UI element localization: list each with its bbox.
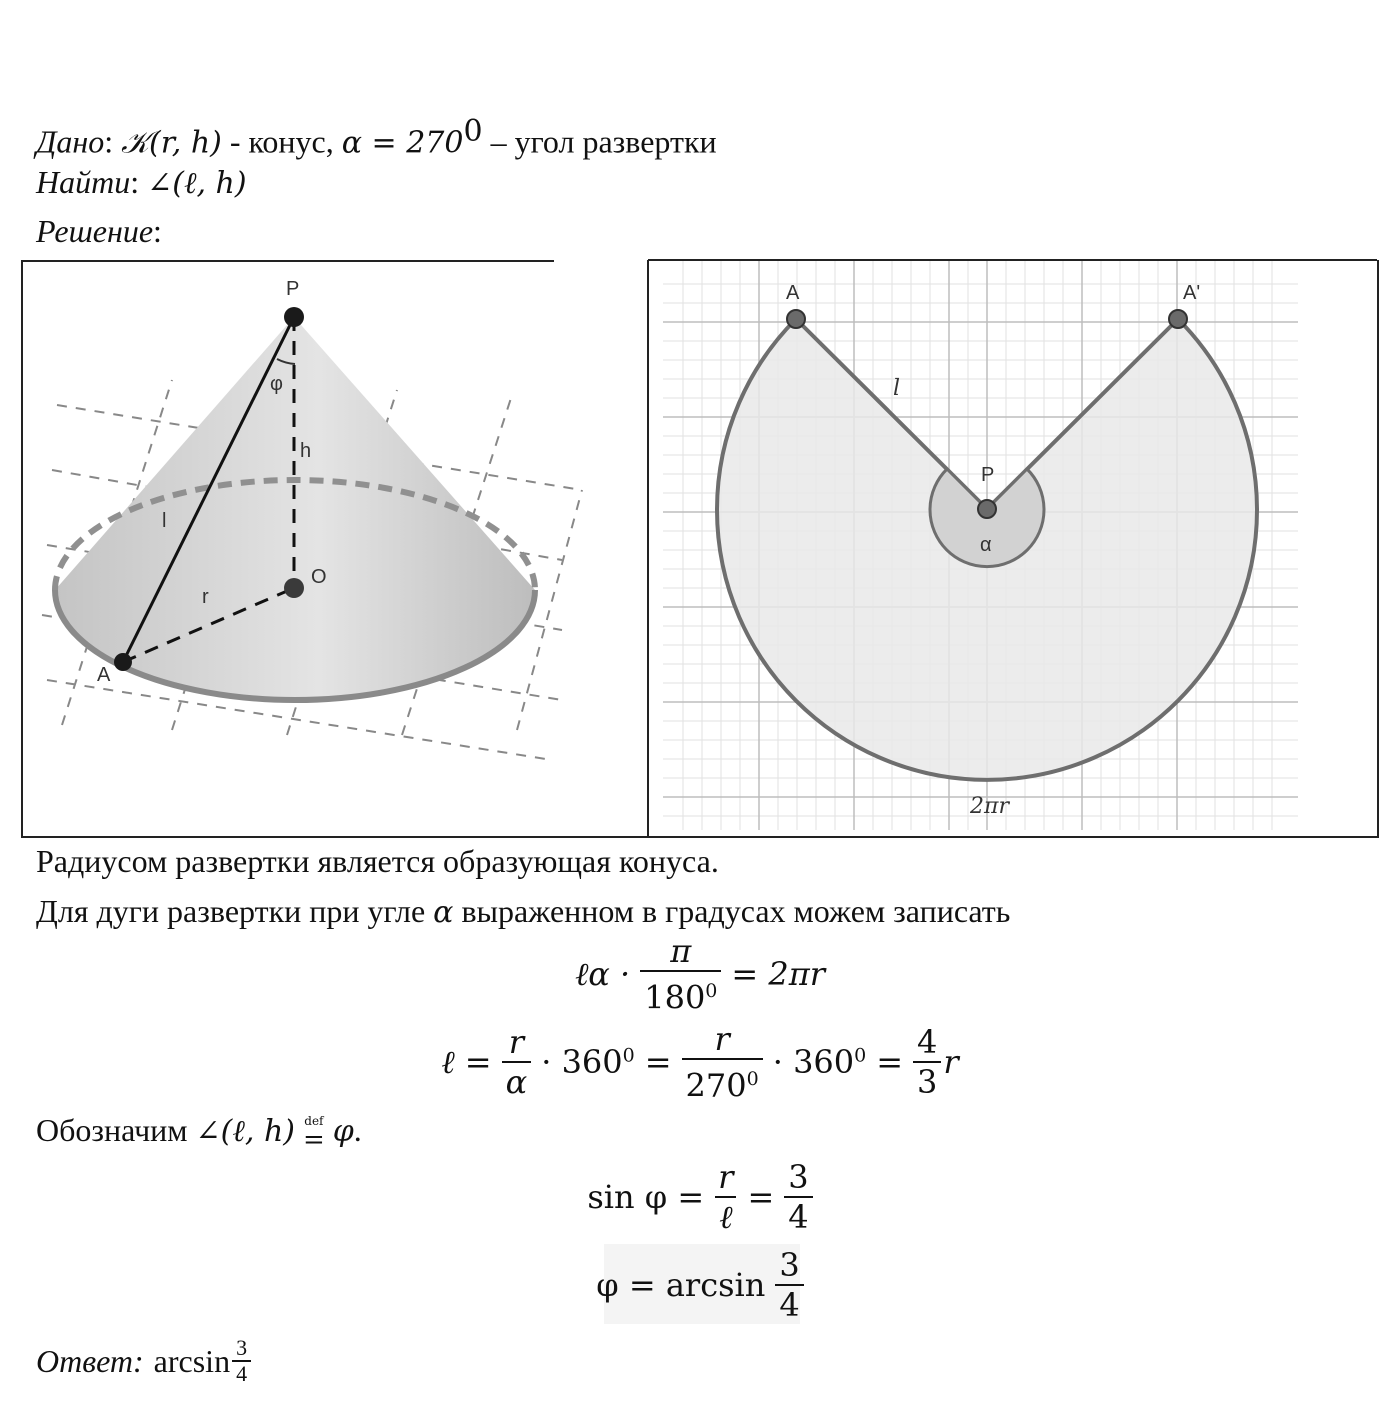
text-line-3 <box>36 1110 362 1153</box>
figure-divider <box>647 260 649 838</box>
label-arc: 2πr <box>970 794 1009 819</box>
eq3-f1-num: r <box>718 1158 734 1196</box>
eq2-f1-den: α <box>502 1061 532 1101</box>
eq2-f2-den: 270 <box>685 1066 747 1105</box>
eq1-denominator: 180 <box>644 978 706 1017</box>
eq1-fraction <box>640 932 721 1017</box>
find-line: Найти: ∠(ℓ, h) <box>36 164 247 201</box>
eq2-f3-den: 3 <box>913 1061 941 1101</box>
text-line-3-expr: ∠(ℓ, h) <box>195 1114 295 1149</box>
eq3-eq: = <box>747 1178 775 1216</box>
given-label: Дано <box>36 123 105 160</box>
label-l: l <box>893 376 901 401</box>
text-line-2-alpha: α <box>433 895 454 930</box>
label-alpha: α <box>980 534 992 556</box>
given-formula: 𝒦(r, h) <box>121 125 222 161</box>
eq2-f2-num: r <box>714 1020 730 1058</box>
solution-label: Решение <box>36 213 154 249</box>
def-label: def <box>304 1113 324 1128</box>
label-h: h <box>300 440 312 462</box>
eq2-eq-a: = <box>644 1043 672 1082</box>
equation-3 <box>0 1158 1400 1236</box>
answer-line <box>36 1336 251 1386</box>
label-O: O <box>311 566 327 588</box>
eq1-lhs: ℓα · <box>574 955 631 994</box>
figure-frame-top-right <box>648 259 1377 261</box>
eq2-mid-2: · 360 <box>772 1043 855 1082</box>
figure-frame <box>21 260 1379 838</box>
answer-expr: arcsin <box>153 1343 231 1379</box>
eq3-f2-den: 4 <box>784 1196 812 1236</box>
eq4-num: 3 <box>779 1246 800 1284</box>
eq2-mid-2-sup: 0 <box>854 1044 867 1067</box>
find-expr: ∠(ℓ, h) <box>147 166 247 201</box>
label-l: l <box>162 510 167 532</box>
given-line: Дано: 𝒦(r, h) - конус, $\alpha = 270^0$ – угол развертки <box>36 114 717 161</box>
def-eq-sign: = <box>302 1124 325 1155</box>
eq4-den: 4 <box>775 1284 803 1324</box>
label-phi: φ <box>270 373 283 395</box>
eq2-f2-den-sup: 0 <box>746 1068 759 1090</box>
eq2-f1-num: r <box>508 1023 525 1062</box>
text-line-2-a: Для дуги развертки при угле <box>36 893 434 929</box>
label-r: r <box>202 586 209 608</box>
label-A-prime: A' <box>1183 282 1201 304</box>
eq2-fraction-3 <box>913 1023 941 1101</box>
given-alpha: α = 270 <box>341 125 464 161</box>
answer-num: 3 <box>236 1335 248 1360</box>
eq1-rhs: = 2πr <box>731 955 826 994</box>
equation-1 <box>0 932 1400 1017</box>
eq1-denominator-sup: 0 <box>705 980 718 1002</box>
given-text-1: - конус, <box>221 123 342 160</box>
answer-fraction <box>232 1336 251 1386</box>
eq2-mid-1-sup: 0 <box>622 1044 635 1067</box>
label-P: P <box>981 464 995 486</box>
eq3-fraction-2 <box>784 1158 812 1236</box>
find-label: Найти <box>36 164 131 200</box>
eq3-fraction-1 <box>714 1158 737 1236</box>
solution-line: Решение: <box>36 213 162 249</box>
def-equals <box>303 1115 325 1153</box>
eq3-f1-den: ℓ <box>715 1196 736 1236</box>
answer-label: Ответ: <box>36 1343 144 1379</box>
equation-4 <box>0 1246 1400 1324</box>
eq3-lhs: sin φ = <box>587 1178 705 1216</box>
text-line-2 <box>36 891 1010 933</box>
eq2-eq-b: = <box>876 1043 904 1082</box>
answer-den: 4 <box>232 1360 251 1386</box>
eq2-tail: r <box>943 1043 959 1082</box>
eq2-fraction-2 <box>682 1020 763 1105</box>
label-A: A <box>786 282 800 304</box>
text-line-3-phi: φ <box>332 1114 354 1149</box>
eq2-f3-num: 4 <box>917 1023 938 1062</box>
label-P: P <box>286 278 300 300</box>
eq4-lhs: φ = arcsin <box>596 1266 766 1304</box>
text-line-3-end: . <box>353 1112 362 1148</box>
label-A: A <box>97 664 111 686</box>
eq3-f2-num: 3 <box>788 1158 809 1196</box>
given-text-2: – угол развертки <box>482 123 717 160</box>
text-line-3-a: Обозначим <box>36 1112 196 1148</box>
eq1-numerator: π <box>670 932 692 970</box>
text-line-1: Радиусом развертки является образующая конуса. <box>36 843 719 879</box>
equation-2 <box>0 1020 1400 1105</box>
given-degree: 0 <box>463 114 483 149</box>
eq2-mid-1: · 360 <box>541 1043 623 1082</box>
eq2-lhs: ℓ = <box>441 1043 492 1082</box>
eq2-fraction-1 <box>502 1023 532 1101</box>
eq4-fraction <box>775 1246 803 1324</box>
text-line-2-b: выраженном в градусах можем записать <box>453 893 1011 929</box>
